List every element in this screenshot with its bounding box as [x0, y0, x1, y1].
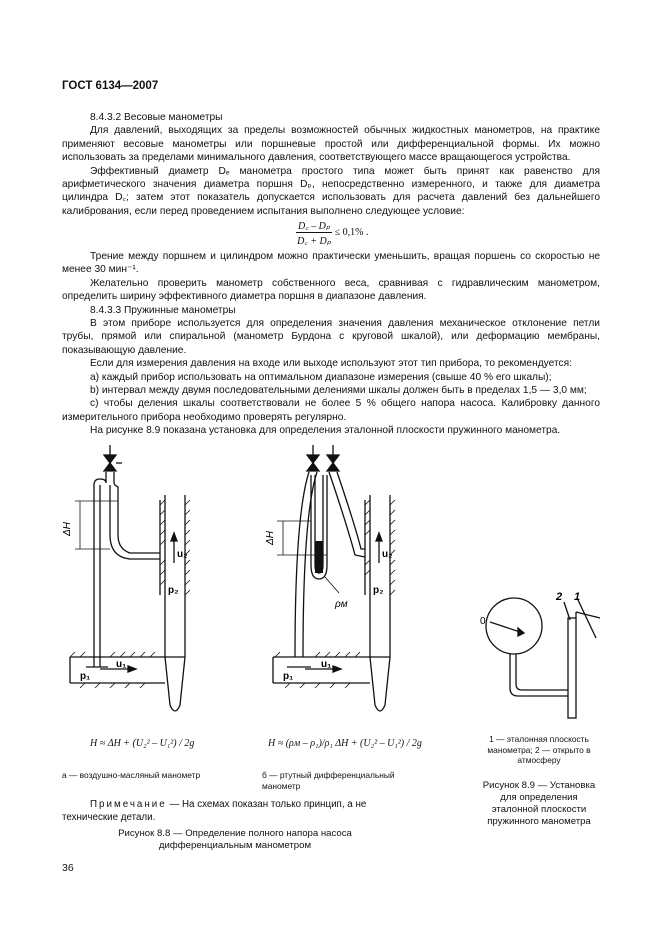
paragraph: Эффективный диаметр Dₑ манометра простого типа может быть принят как равенство для арифметического значения диаметра поршня Dₚ, непосредственно измеренного, и также для диаметра цилиндра D꜀; затем этот показатель допускается использовать для расчета давлений без дальнейшего калибрования, если перед проведением испытания выполнено следующее условие: [62, 165, 600, 217]
formula-rhs: ≤ 0,1% . [334, 227, 369, 238]
section-title-weight-gauges: 8.4.3.2 Весовые манометры [90, 112, 223, 123]
list-item: b) интервал между двумя последовательными делениями шкалы должен быть в пределах 1,5 — 3,0 мм; [90, 385, 587, 397]
u2-label: u₂ [177, 549, 188, 560]
delta-h-label-b: ΔH [265, 531, 276, 545]
list-item: а) каждый прибор использовать на оптимальном диапазоне измерения (свыше 40 % его шкалы); [90, 371, 552, 383]
paragraph: В этом приборе используется для определения значения давления механическое отклонение петли трубы, прямой или спиральной (манометр Бурдона с круговой шкалой), или деформацию мембраны, показывающую давление. [62, 318, 600, 356]
caption-a: а — воздушно-масляный манометр [62, 770, 201, 780]
paragraph: Трение между поршнем и цилиндром можно практически уменьшить, вращая поршень со скоростью не менее 30 мин⁻¹. [62, 251, 600, 276]
u2-label-b: u₂ [382, 549, 393, 560]
delta-h-label: ΔH [62, 522, 73, 536]
rho-m-label: ρм [335, 599, 348, 610]
section-title-spring-gauges: 8.4.3.3 Пружинные манометры [90, 304, 236, 316]
figure-8-9 [478, 588, 608, 723]
figure-8-8b [265, 445, 435, 730]
page-number: 36 [62, 862, 74, 874]
body-text [62, 111, 600, 218]
formula-numerator: D꜀ – Dₚ [296, 218, 332, 233]
label-2: 2 [556, 591, 563, 603]
label-1: 1 [574, 591, 581, 603]
p1-label-b: p₁ [283, 671, 294, 682]
note-label: Примечание [90, 799, 167, 810]
u1-label-b: u₁ [321, 659, 332, 670]
equation-a: H ≈ ΔH + (U₂² – U₁²) / 2g [90, 738, 195, 749]
list-item: с) чтобы деления шкалы соответствовали не более 5 % общего напора насоса. Калибровку данного измерительного прибора необходимо проверять регулярно. [62, 398, 600, 423]
p1-label: p₁ [80, 671, 91, 682]
paragraph: На рисунке 8.9 показана установка для определения эталонной плоскости пружинного манометра. [90, 425, 561, 437]
p2-label: p₂ [168, 585, 179, 596]
paragraph: Если для измерения давления на входе или выходе используют этот тип прибора, то рекомендуется: [90, 358, 572, 370]
caption-8-8: Рисунок 8.8 — Определение полного напора насоса дифференциальным манометром [118, 828, 352, 851]
body-text-2 [62, 250, 600, 438]
caption-b: б — ртутный дифференциальный манометр [262, 770, 395, 791]
page-header: ГОСТ 6134—2007 [62, 80, 159, 92]
p2-label-b: p₂ [373, 585, 384, 596]
formula-fraction [296, 218, 332, 247]
paragraph: Желательно проверить манометр собственного веса, сравнивая с гидравлическим манометром, определить ширину эффективного диаметра поршня в диапазоне давления. [62, 277, 600, 303]
legend-8-9: 1 — эталонная плоскость манометра; 2 — открыто в атмосферу [487, 734, 591, 765]
u1-label: u₁ [116, 659, 127, 670]
figure-8-8a [60, 445, 230, 730]
label-0: 0 [480, 616, 486, 627]
condition-formula [296, 218, 369, 247]
paragraph: Для давлений, выходящих за пределы возможностей обычных жидкостных манометров, на практике применяют весовые манометры или поршневые простой или дифференциальной формы. Их можно использовать за пределами минимального давления, соответствующего массе вращающегося устройства. [62, 125, 600, 164]
note [62, 798, 402, 824]
note-text: — На схемах показан только принцип, а не технические детали. [62, 799, 367, 823]
caption-8-9: Рисунок 8.9 — Установка для определения эталонной плоскости пружинного манометра [482, 780, 596, 827]
formula-denominator: D꜀ + Dₚ [297, 236, 332, 247]
equation-b: H ≈ (ρм – ρ₁)/ρ₁ ΔH + (U₂² – U₁²) / 2g [268, 738, 422, 749]
